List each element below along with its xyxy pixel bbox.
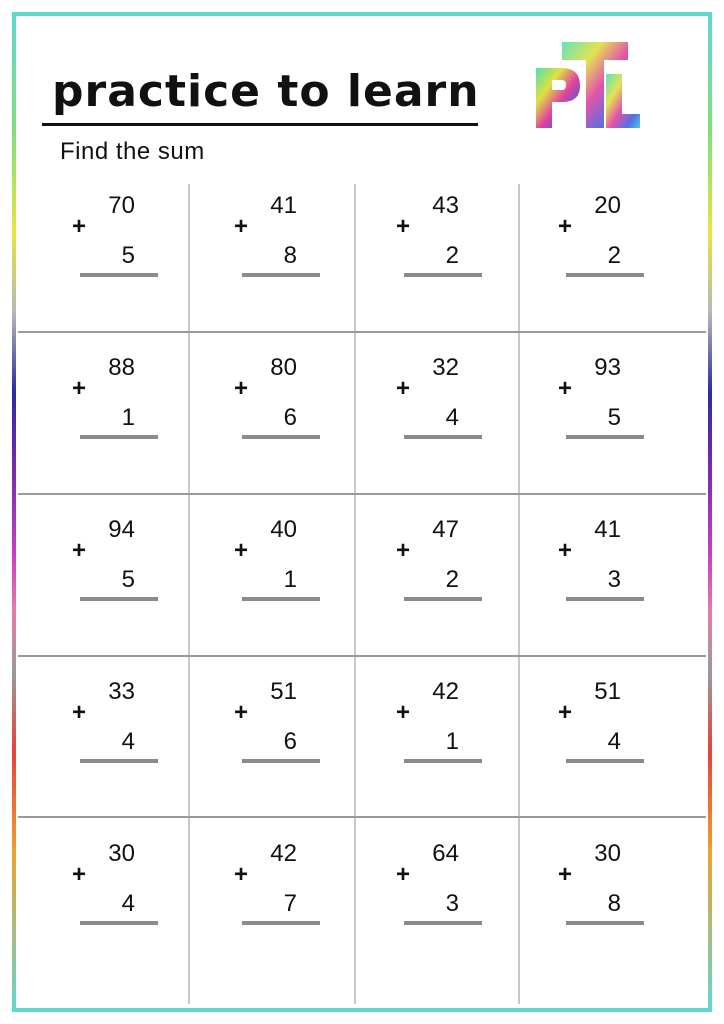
addition-problem: [508, 508, 670, 670]
answer-line[interactable]: [242, 759, 320, 763]
answer-line[interactable]: [404, 921, 482, 925]
addend-bottom: 5: [121, 566, 135, 593]
addend-top: 64: [432, 840, 459, 867]
plus-sign: +: [234, 213, 249, 240]
addition-problem: [346, 670, 508, 832]
answer-line[interactable]: [80, 921, 158, 925]
answer-line[interactable]: [566, 597, 644, 601]
addend-bottom: 7: [283, 890, 297, 917]
instruction-text: Find the sum: [60, 138, 205, 165]
addend-top: 32: [432, 354, 459, 381]
addend-bottom: 6: [283, 728, 297, 755]
frame-left-border: [12, 12, 16, 1012]
addend-bottom: 3: [445, 890, 459, 917]
addition-problem: [508, 832, 670, 994]
addition-problem: [184, 832, 346, 994]
addition-problem: [22, 832, 184, 994]
addition-problem: [184, 346, 346, 508]
addend-top: 41: [594, 516, 621, 543]
addition-problem: [184, 508, 346, 670]
title-underline: [42, 123, 478, 126]
addition-problem: [346, 508, 508, 670]
addend-top: 41: [270, 192, 297, 219]
addend-top: 20: [594, 192, 621, 219]
frame-bottom-border: [12, 1008, 712, 1012]
addition-problem: [508, 184, 670, 346]
ptl-logo-icon: [532, 40, 642, 132]
frame-top-border: [12, 12, 712, 16]
answer-line[interactable]: [242, 597, 320, 601]
plus-sign: +: [234, 699, 249, 726]
addend-bottom: 1: [445, 728, 459, 755]
addend-bottom: 6: [283, 404, 297, 431]
addend-top: 42: [432, 678, 459, 705]
addition-problem: [508, 346, 670, 508]
addend-bottom: 3: [607, 566, 621, 593]
plus-sign: +: [72, 537, 87, 564]
addition-problem: [346, 346, 508, 508]
plus-sign: +: [558, 861, 573, 888]
answer-line[interactable]: [566, 759, 644, 763]
addend-top: 40: [270, 516, 297, 543]
answer-line[interactable]: [242, 273, 320, 277]
addend-top: 33: [108, 678, 135, 705]
addend-top: 80: [270, 354, 297, 381]
addend-top: 30: [108, 840, 135, 867]
plus-sign: +: [72, 699, 87, 726]
answer-line[interactable]: [80, 597, 158, 601]
addend-top: 70: [108, 192, 135, 219]
answer-line[interactable]: [404, 435, 482, 439]
plus-sign: +: [72, 375, 87, 402]
addend-top: 88: [108, 354, 135, 381]
addition-problem: [22, 670, 184, 832]
addend-top: 30: [594, 840, 621, 867]
addition-problem: [22, 346, 184, 508]
answer-line[interactable]: [566, 435, 644, 439]
addend-top: 47: [432, 516, 459, 543]
addend-bottom: 8: [607, 890, 621, 917]
plus-sign: +: [72, 213, 87, 240]
addition-problem: [22, 184, 184, 346]
addend-top: 51: [594, 678, 621, 705]
addition-problem: [22, 508, 184, 670]
plus-sign: +: [396, 375, 411, 402]
addend-top: 43: [432, 192, 459, 219]
answer-line[interactable]: [80, 273, 158, 277]
plus-sign: +: [558, 699, 573, 726]
addend-top: 51: [270, 678, 297, 705]
answer-line[interactable]: [80, 759, 158, 763]
addend-bottom: 2: [607, 242, 621, 269]
plus-sign: +: [396, 537, 411, 564]
plus-sign: +: [234, 861, 249, 888]
addend-bottom: 2: [445, 242, 459, 269]
addend-bottom: 5: [607, 404, 621, 431]
plus-sign: +: [396, 699, 411, 726]
addend-bottom: 1: [121, 404, 135, 431]
addition-problem: [184, 184, 346, 346]
addend-bottom: 4: [121, 890, 135, 917]
addend-bottom: 8: [283, 242, 297, 269]
answer-line[interactable]: [242, 921, 320, 925]
answer-line[interactable]: [404, 597, 482, 601]
addend-top: 94: [108, 516, 135, 543]
addend-top: 42: [270, 840, 297, 867]
plus-sign: +: [558, 213, 573, 240]
addend-bottom: 5: [121, 242, 135, 269]
answer-line[interactable]: [404, 273, 482, 277]
addition-problem: [184, 670, 346, 832]
answer-line[interactable]: [566, 273, 644, 277]
addend-bottom: 2: [445, 566, 459, 593]
answer-line[interactable]: [242, 435, 320, 439]
addition-problem: [346, 832, 508, 994]
answer-line[interactable]: [566, 921, 644, 925]
plus-sign: +: [396, 861, 411, 888]
plus-sign: +: [234, 375, 249, 402]
answer-line[interactable]: [80, 435, 158, 439]
addend-top: 93: [594, 354, 621, 381]
plus-sign: +: [72, 861, 87, 888]
worksheet-title: practice to learn: [52, 66, 480, 117]
addend-bottom: 4: [121, 728, 135, 755]
addend-bottom: 4: [445, 404, 459, 431]
problem-grid: [18, 184, 706, 1004]
addition-problem: [346, 184, 508, 346]
answer-line[interactable]: [404, 759, 482, 763]
addend-bottom: 4: [607, 728, 621, 755]
plus-sign: +: [234, 537, 249, 564]
addition-problem: [508, 670, 670, 832]
plus-sign: +: [396, 213, 411, 240]
frame-right-border: [708, 12, 712, 1012]
addend-bottom: 1: [283, 566, 297, 593]
plus-sign: +: [558, 537, 573, 564]
plus-sign: +: [558, 375, 573, 402]
